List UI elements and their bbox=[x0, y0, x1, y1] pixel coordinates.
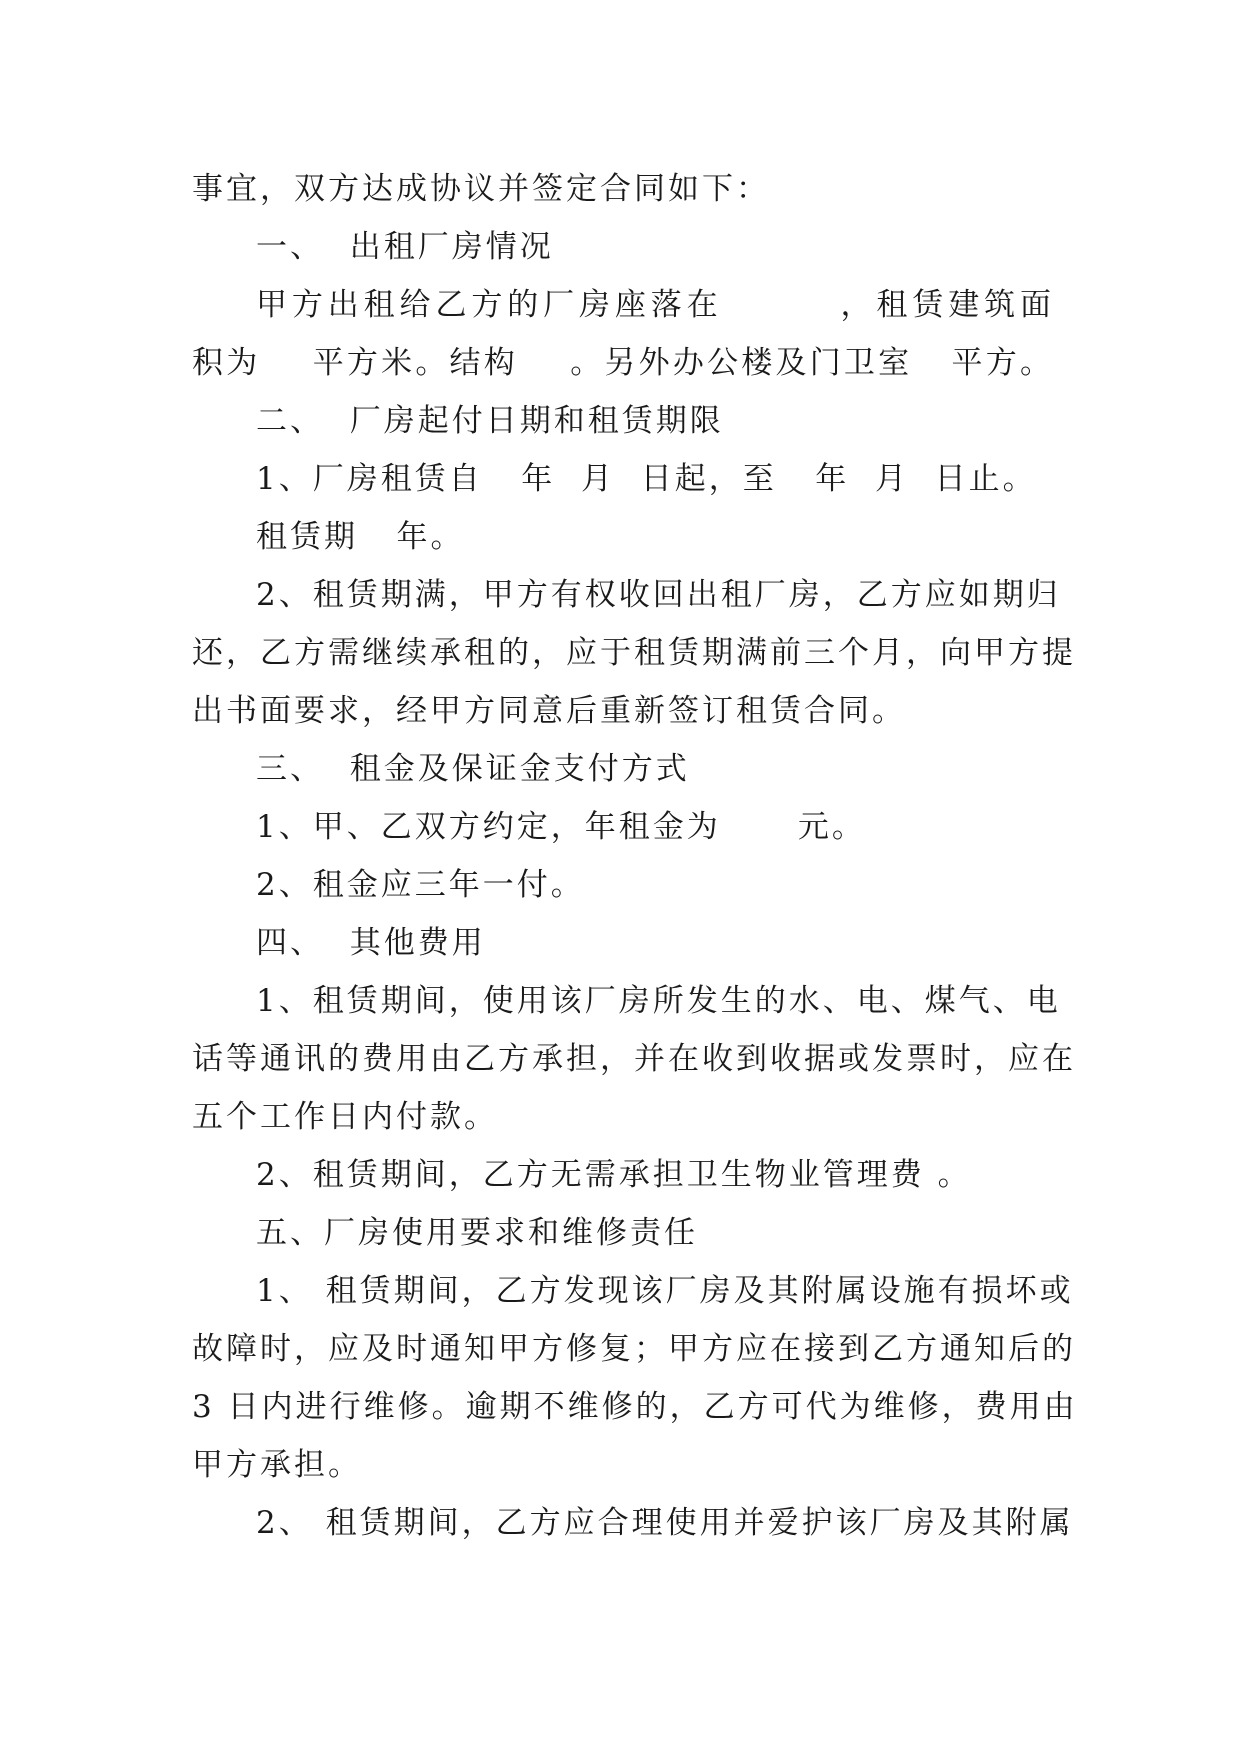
contract-body bbox=[192, 160, 1078, 1552]
clause-line: 1、 租赁期间，乙方发现该厂房及其附属设施有损坏或 bbox=[256, 1273, 1074, 1309]
paragraph-line: 还，乙方需继续承租的，应于租赁期满前三个月，向甲方提 bbox=[192, 635, 1076, 671]
clause-line: 2、租赁期满，甲方有权收回出租厂房，乙方应如期归 bbox=[256, 577, 1061, 613]
section-heading-4: 四、 其他费用 bbox=[256, 925, 486, 961]
clause-line: 1、甲、乙双方约定，年租金为 元。 bbox=[256, 809, 866, 845]
text-line-continuation: 事宜，双方达成协议并签定合同如下： bbox=[192, 171, 770, 207]
clause-line: 租赁期 年。 bbox=[256, 519, 465, 555]
clause-line: 1、租赁期间，使用该厂房所发生的水、电、煤气、电 bbox=[256, 983, 1061, 1019]
paragraph-line: 甲方承担。 bbox=[192, 1447, 362, 1483]
clause-line: 1、厂房租赁自 年 月 日起，至 年 月 日止。 bbox=[256, 461, 1037, 497]
paragraph-line: 话等通讯的费用由乙方承担，并在收到收据或发票时，应在 bbox=[192, 1041, 1076, 1077]
section-heading-1: 一、 出租厂房情况 bbox=[256, 229, 554, 265]
section-heading-2: 二、 厂房起付日期和租赁期限 bbox=[256, 403, 724, 439]
clause-line: 2、租金应三年一付。 bbox=[256, 867, 585, 903]
paragraph-line: 甲方出租给乙方的厂房座落在 ，租赁建筑面 bbox=[256, 287, 1054, 323]
paragraph-line: 五个工作日内付款。 bbox=[192, 1099, 498, 1135]
paragraph-line: 故障时，应及时通知甲方修复；甲方应在接到乙方通知后的 bbox=[192, 1331, 1076, 1367]
section-heading-3: 三、 租金及保证金支付方式 bbox=[256, 751, 690, 787]
paragraph-line: 3 日内进行维修。逾期不维修的，乙方可代为维修，费用由 bbox=[192, 1389, 1078, 1425]
paragraph-line: 出书面要求，经甲方同意后重新签订租赁合同。 bbox=[192, 693, 906, 729]
section-heading-5: 五、厂房使用要求和维修责任 bbox=[256, 1215, 698, 1251]
paragraph-line: 积为 平方米。结构 。另外办公楼及门卫室 平方。 bbox=[192, 345, 1054, 381]
clause-line: 2、 租赁期间，乙方应合理使用并爱护该厂房及其附属 bbox=[256, 1505, 1074, 1541]
clause-line: 2、租赁期间，乙方无需承担卫生物业管理费 。 bbox=[256, 1157, 972, 1193]
